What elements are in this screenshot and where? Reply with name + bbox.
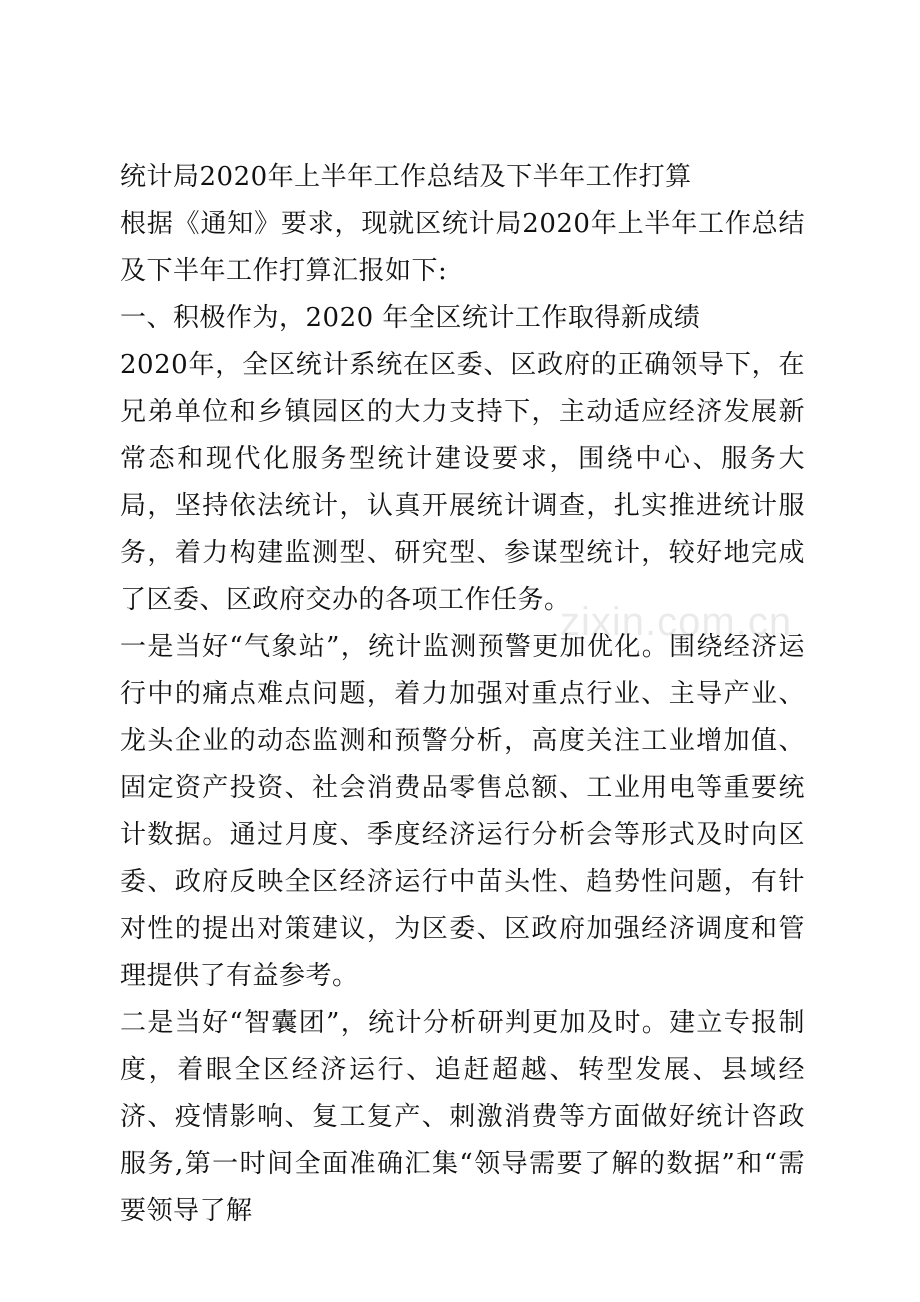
- section-heading-1: 一、积极作为，2020 年全区统计工作取得新成绩: [120, 303, 701, 333]
- document-title: 统计局2020年上半年工作总结及下半年工作打算: [120, 162, 692, 192]
- document-body: [120, 154, 805, 1235]
- watermark-text: zixin.com.cn: [560, 600, 793, 644]
- point-two-paragraph: 二是当好“智囊团”，统计分析研判更加及时。建立专报制度，着眼全区经济运行、追赶超越、转型发展、县域经济、疫情影响、复工复产、刺激消费等方面做好统计咨政服务,第一时间全面准确汇集“领导需要了解的数据”和“需要领导了解: [120, 1008, 805, 1226]
- intro-paragraph: 根据《通知》要求，现就区统计局2020年上半年工作总结及下半年工作打算汇报如下:: [120, 209, 805, 286]
- summary-paragraph: 2020年，全区统计系统在区委、区政府的正确领导下，在兄弟单位和乡镇园区的大力支持下，主动适应经济发展新常态和现代化服务型统计建设要求，围绕中心、服务大局，坚持依法统计，认真开展统计调查，扎实推进统计服务，着力构建监测型、研究型、参谋型统计，较好地完成了区委、区政府交办的各项工作任务。: [120, 350, 805, 615]
- point-one-paragraph: 一是当好“气象站”，统计监测预警更加优化。围绕经济运行中的痛点难点问题，着力加强对重点行业、主导产业、龙头企业的动态监测和预警分析，高度关注工业增加值、固定资产投资、社会消费品零售总额、工业用电等重要统计数据。通过月度、季度经济运行分析会等形式及时向区委、政府反映全区经济运行中苗头性、趋势性问题，有针对性的提出对策建议，为区委、区政府加强经济调度和管理提供了有益参考。: [120, 632, 805, 991]
